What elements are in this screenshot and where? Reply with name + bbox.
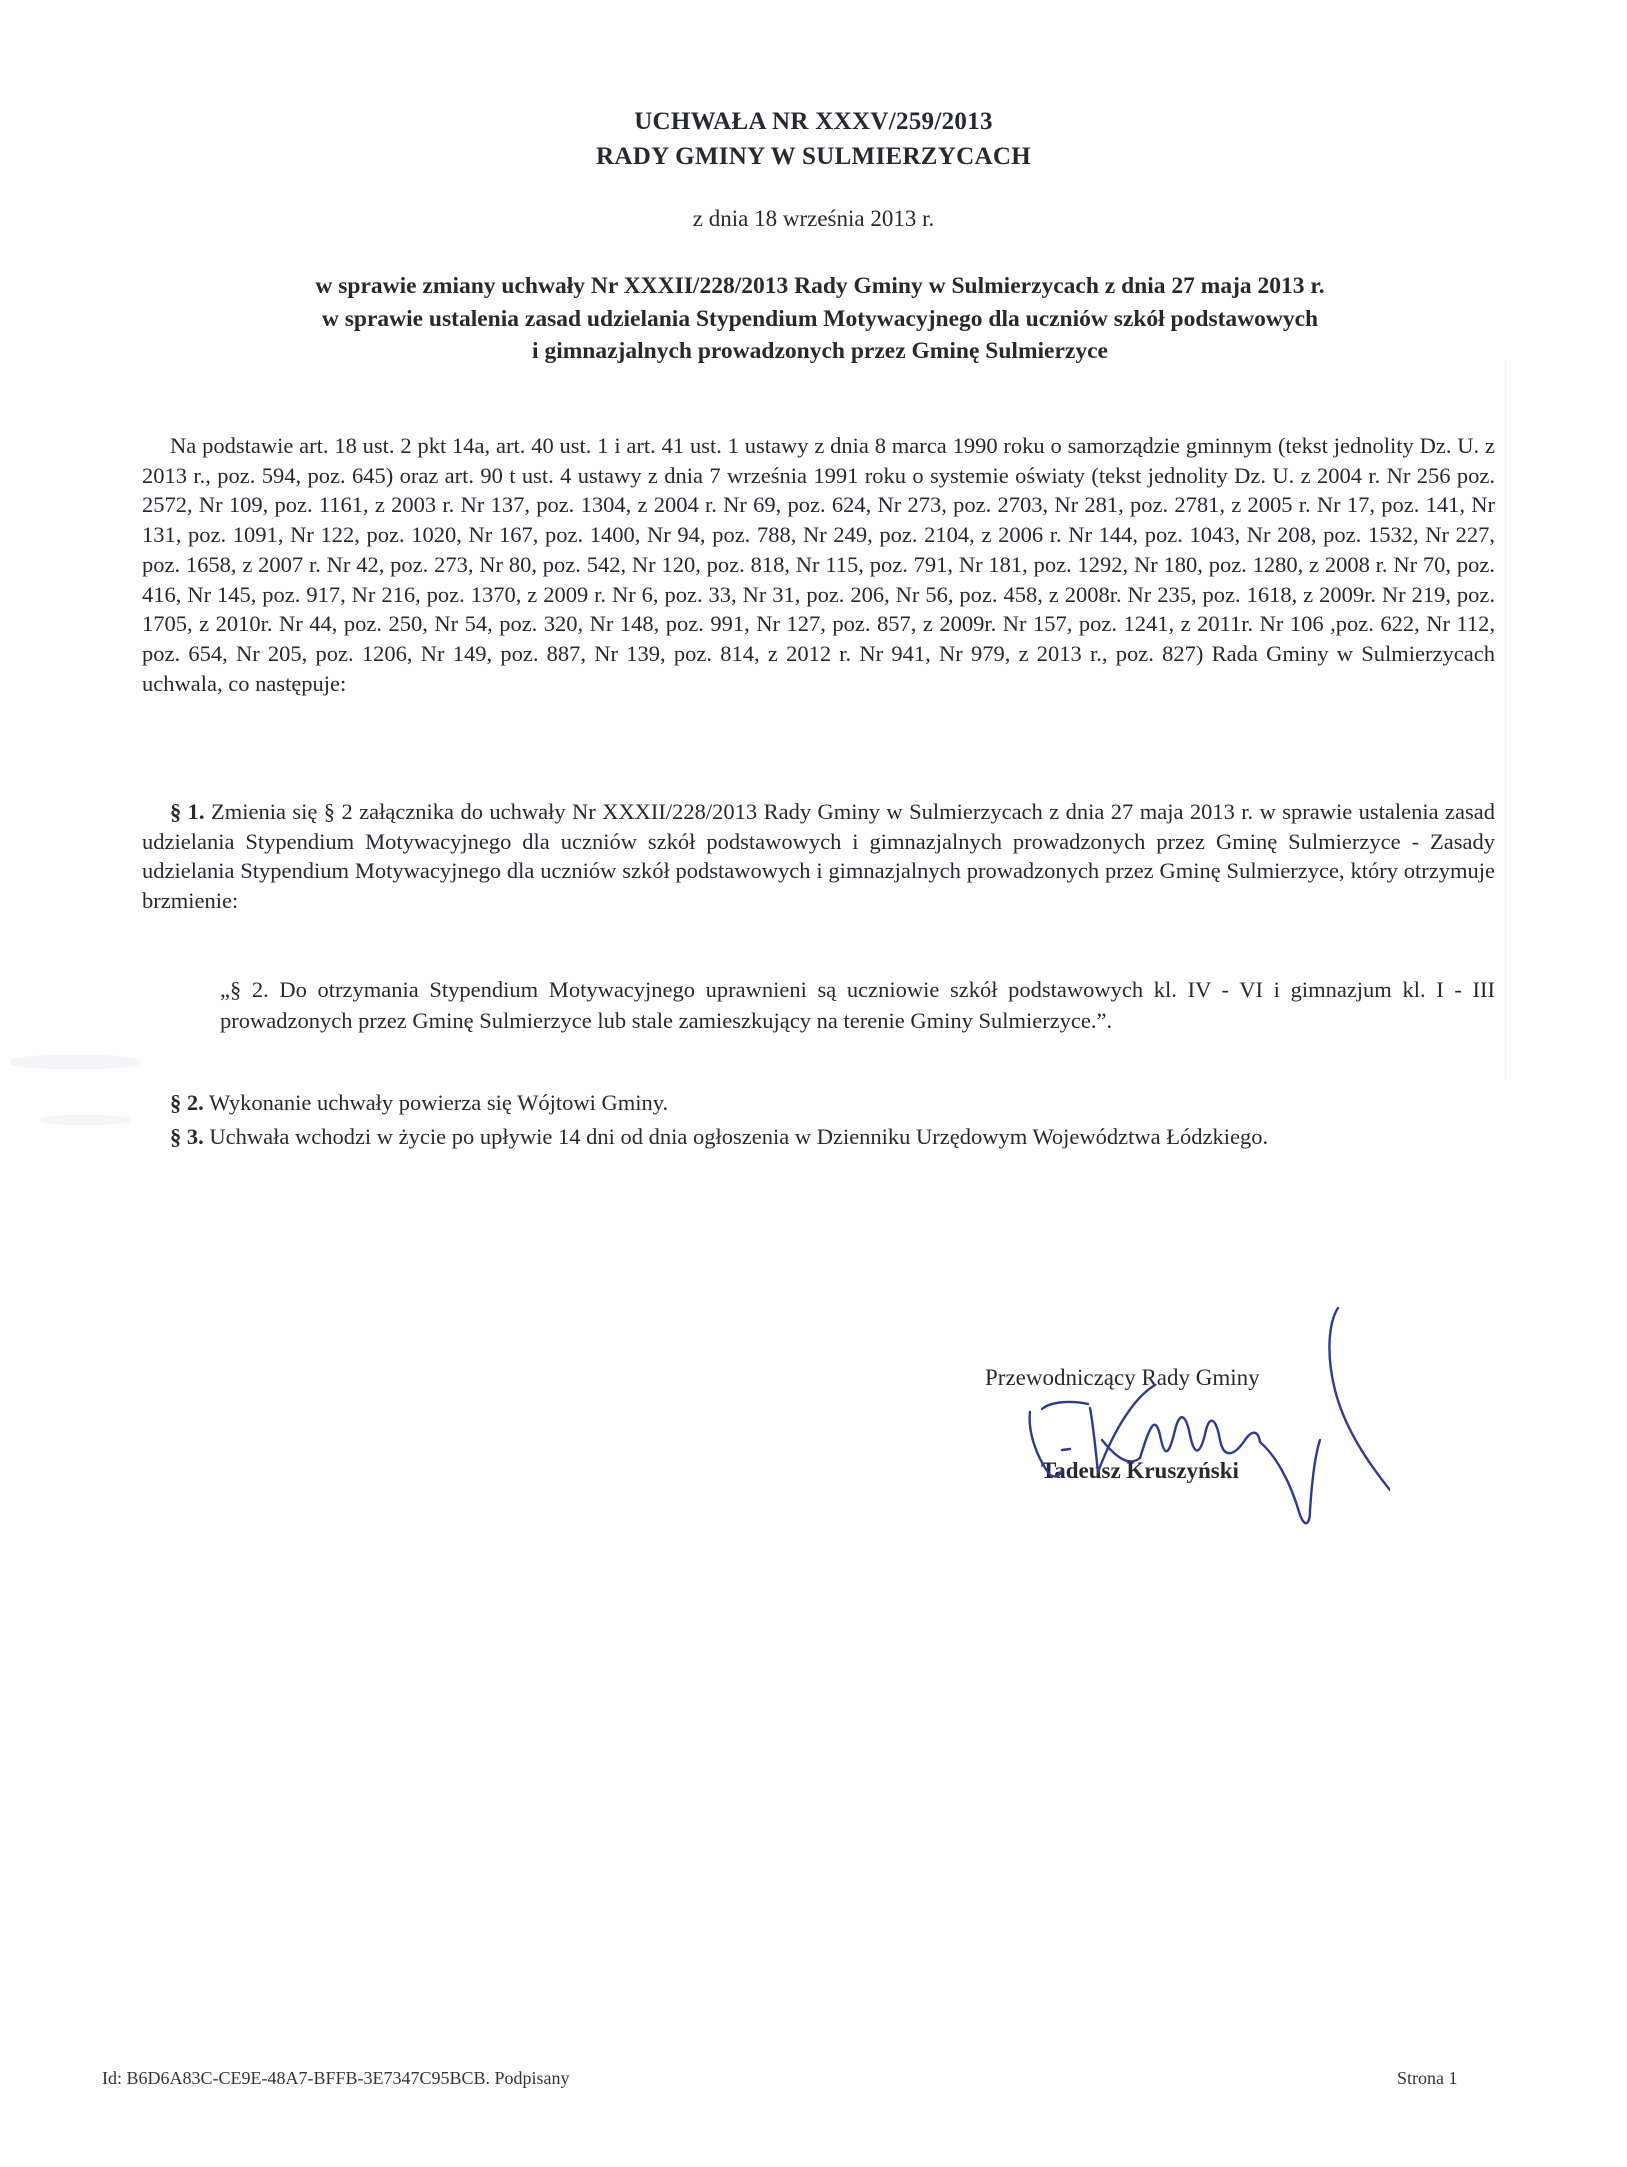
subject-line-1: w sprawie zmiany uchwały Nr XXXII/228/2013 Rady Gminy w Sulmierzycach z dnia 27 maja 2013 r. <box>315 273 1325 299</box>
signature-stroke-dash <box>1062 1449 1070 1450</box>
scan-smudge <box>40 1115 130 1125</box>
signature-stroke-waves <box>1140 1417 1260 1458</box>
title-line-2: RADY GMINY W SULMIERZYCACH <box>596 143 1031 170</box>
resolution-title <box>0 104 1627 174</box>
section-3-number: § 3. <box>170 1124 204 1149</box>
signatory-name: Tadeusz Kruszyński <box>1041 1458 1239 1483</box>
section-3 <box>142 1122 1495 1152</box>
legal-basis-paragraph <box>142 431 1495 698</box>
section-1-number: § 1. <box>170 799 205 824</box>
resolution-subject <box>140 270 1500 368</box>
signature-stroke-t <box>1030 1402 1088 1476</box>
signature-stroke-k <box>1090 1385 1155 1472</box>
signature-stroke-flourish <box>1260 1308 1390 1523</box>
scan-edge-line <box>1505 360 1506 1080</box>
scan-smudge <box>10 1055 140 1069</box>
preamble-text: Na podstawie art. 18 ust. 2 pkt 14a, art. 40 ust. 1 i art. 41 ust. 1 ustawy z dnia 8 marca 1990 roku o samorządzie gminnym (tekst jednolity Dz. U. z 2013 r., poz. 594, poz. 645) oraz art. 90 t ust. 4 ustawy z dnia 7 września 1991 roku o systemie oświaty (tekst jednolity Dz. U. z 2004 r. Nr 256 poz. 2572, Nr 109, poz. 1161, z 2003 r. Nr 137, poz. 1304, z 2004 r. Nr 69, poz. 624, Nr 273, poz. 2703, Nr 281, poz. 2781, z 2005 r. Nr 17, poz. 141, Nr 131, poz. 1091, Nr 122, poz. 1020, Nr 167, poz. 1400, Nr 94, poz. 788, Nr 249, poz. 2104, z 2006 r. Nr 144, poz. 1043, Nr 208, poz. 1532, Nr 227, poz. 1658, z 2007 r. Nr 42, poz. 273, Nr 80, poz. 542, Nr 120, poz. 818, Nr 115, poz. 791, Nr 181, poz. 1292, Nr 180, poz. 1280, z 2008 r. Nr 70, poz. 416, Nr 145, poz. 917, Nr 216, poz. 1370, z 2009 r. Nr 6, poz. 33, Nr 31, poz. 206, Nr 56, poz. 458, z 2008r. Nr 235, poz. 1618, z 2009r. Nr 219, poz. 1705, z 2010r. Nr 44, poz. 250, Nr 54, poz. 320, Nr 148, poz. 991, Nr 127, poz. 857, z 2009r. Nr 157, poz. 1241, z 2011r. Nr 106 ,poz. 622, Nr 112, poz. 654, Nr 205, poz. 1206, Nr 149, poz. 887, Nr 139, poz. 814, z 2012 r. Nr 941, Nr 979, z 2013 r., poz. 827) Rada Gminy w Sulmierzycach uchwala, co następuje: <box>142 433 1495 696</box>
resolution-date: z dnia 18 września 2013 r. <box>692 206 935 231</box>
section-2-text: Wykonanie uchwały powierza się Wójtowi Gminy. <box>203 1090 669 1115</box>
page-number: Strona 1 <box>1397 2068 1458 2088</box>
section-2-number: § 2. <box>170 1090 204 1115</box>
section-2 <box>142 1088 1495 1118</box>
subject-line-3: i gimnazjalnych prowadzonych przez Gminę Sulmierzyce <box>532 338 1108 364</box>
handwritten-signature <box>990 1290 1390 1530</box>
subject-line-2: w sprawie ustalenia zasad udzielania Stypendium Motywacyjnego dla uczniów szkół podstawowych <box>321 305 1319 332</box>
section-1-text: Zmienia się § 2 załącznika do uchwały Nr XXXII/228/2013 Rady Gminy w Sulmierzycach z dnia 27 maja 2013 r. w sprawie ustalenia zasad udzielania Stypendium Motywacyjnego dla uczniów szkół podstawowych i gimnazjalnych prowadzonych przez Gminę Sulmierzyce - Zasady udzielania Stypendium Motywacyjnego dla uczniów szkół podstawowych i gimnazjalnych prowadzonych przez Gminę Sulmierzyce, który otrzymuje brzmienie: <box>142 799 1495 914</box>
title-line-1: UCHWAŁA NR XXXV/259/2013 <box>634 108 993 135</box>
section-1 <box>142 797 1495 916</box>
quoted-provision: „§ 2. Do otrzymania Stypendium Motywacyjnego uprawnieni są uczniowie szkół podstawowych kl. IV - VI i gimnazjum kl. I - III prowadzonych przez Gminę Sulmierzyce lub stale zamieszkujący na terenie Gminy Sulmierzyce.”. <box>220 977 1495 1033</box>
section-3-text: Uchwała wchodzi w życie po upływie 14 dni od dnia ogłoszenia w Dzienniku Urzędowym Województwa Łódzkiego. <box>203 1124 1269 1149</box>
document-id: Id: B6D6A83C-CE9E-48A7-BFFB-3E7347C95BCB. Podpisany <box>102 2068 570 2088</box>
signatory-role: Przewodniczący Rady Gminy <box>985 1365 1260 1390</box>
